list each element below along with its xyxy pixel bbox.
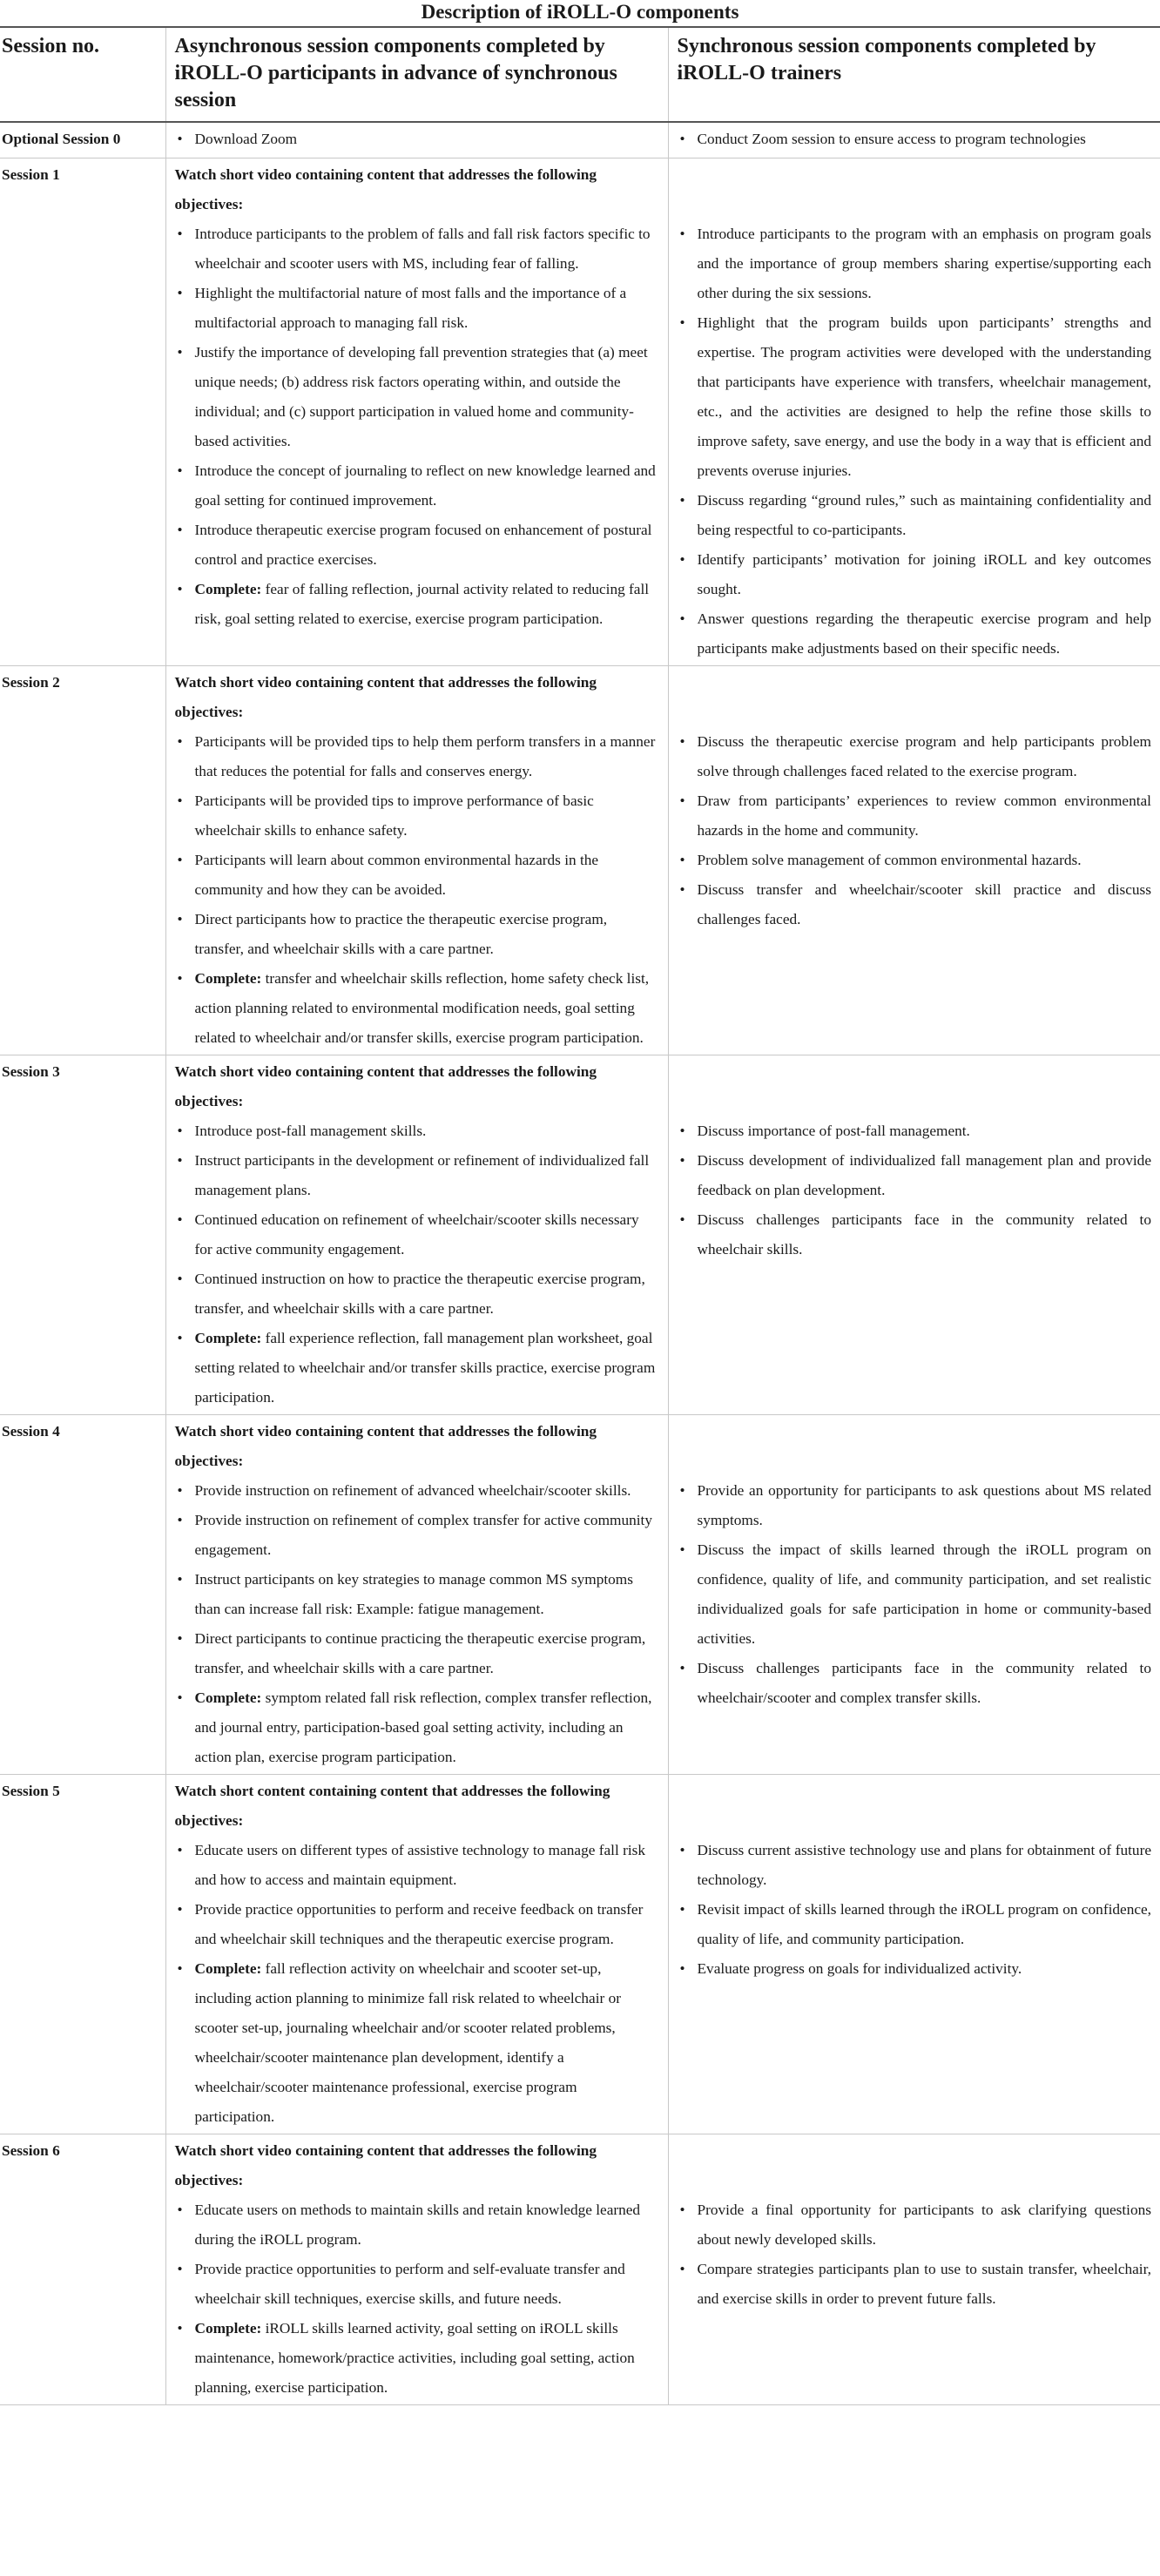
list-item: • Evaluate progress on goals for individualized activity. — [678, 1954, 1152, 1984]
list-item — [175, 1895, 659, 1954]
item-text: Introduce post-fall management skills. — [194, 1123, 427, 1139]
list-item: • Answer questions regarding the therapeutic exercise program and help participants make adjustments based on their specific needs. — [678, 604, 1152, 664]
item-text: Participants will be provided tips to help them perform transfers in a manner that reduces the potential for falls and conserves energy. — [194, 733, 656, 779]
session-number-cell: Session 6 — [0, 2134, 165, 2405]
item-text: Download Zoom — [194, 131, 298, 147]
list-item: • Discuss the impact of skills learned through the iROLL program on confidence, quality of life, and community participation, and set realistic individualized goals for safe participation in home or community-based activities. — [678, 1535, 1152, 1654]
complete-label: Complete: — [194, 1330, 262, 1346]
async-components-cell — [165, 666, 668, 1055]
objectives-heading: Watch short video containing content that addresses the following objectives: — [174, 674, 597, 720]
list-item — [175, 1146, 659, 1205]
table-row — [0, 122, 1160, 158]
list-item: • Provide an opportunity for participants to ask questions about MS related symptoms. — [678, 1476, 1152, 1535]
list-item — [175, 125, 659, 154]
list-item — [175, 1836, 659, 1895]
async-components-cell — [165, 122, 668, 158]
item-text: Instruct participants on key strategies to manage common MS symptoms than can increase fall risk: Example: fatigue management. — [194, 1571, 633, 1617]
sync-components-cell — [668, 1775, 1160, 2134]
sync-list — [678, 160, 1152, 665]
table-caption: Description of iROLL-O components — [421, 1, 739, 23]
session-number-cell: Session 3 — [0, 1055, 165, 1415]
table-row — [0, 1055, 1160, 1415]
async-list — [175, 1836, 659, 2134]
list-item: • Discuss the therapeutic exercise program and help participants problem solve through challenges faced related to the exercise program. — [678, 727, 1152, 786]
list-item — [175, 1116, 659, 1146]
item-text: fear of falling reflection, journal activity related to reducing fall risk, goal setting related to exercise, exercise program participation. — [194, 581, 650, 627]
list-item: • Draw from participants’ experiences to review common environmental hazards in the home and community. — [678, 786, 1152, 846]
table-body — [0, 122, 1160, 2405]
objectives-heading: Watch short video containing content that addresses the following objectives: — [174, 1423, 597, 1469]
sync-list — [678, 125, 1152, 156]
item-text: Provide practice opportunities to perform and receive feedback on transfer and wheelchair skill techniques and the therapeutic exercise program. — [194, 1901, 644, 1947]
list-item — [175, 1205, 659, 1264]
item-text: Highlight the multifactorial nature of most falls and the importance of a multifactorial approach to managing fall risk. — [194, 285, 627, 331]
async-list — [175, 727, 659, 1055]
objectives-heading: Watch short video containing content that addresses the following objectives: — [174, 166, 597, 212]
session-number-cell: Session 4 — [0, 1415, 165, 1775]
list-item — [175, 1264, 659, 1324]
list-item — [175, 338, 659, 456]
item-text: Direct participants how to practice the therapeutic exercise program, transfer, and wheelchair skills with a care partner. — [194, 911, 608, 957]
list-item — [175, 1476, 659, 1506]
list-item — [175, 2255, 659, 2314]
list-item — [175, 1506, 659, 1565]
list-item — [175, 1565, 659, 1624]
item-text: Instruct participants in the development or refinement of individualized fall management plans. — [194, 1152, 650, 1198]
async-list — [175, 2195, 659, 2404]
item-text: Continued education on refinement of wheelchair/scooter skills necessary for active community engagement. — [194, 1211, 639, 1258]
list-item — [175, 219, 659, 279]
sync-list — [678, 1777, 1152, 1986]
item-text: Educate users on methods to maintain skills and retain knowledge learned during the iROLL program. — [194, 2202, 641, 2248]
list-item: • Revisit impact of skills learned through the iROLL program on confidence, quality of life, and community participation. — [678, 1895, 1152, 1954]
list-item — [175, 1683, 659, 1772]
table-row — [0, 1415, 1160, 1775]
item-text: symptom related fall risk reflection, complex transfer reflection, and journal entry, participation-based goal setting activity, including an action plan, exercise program participation. — [194, 1689, 652, 1765]
item-text: fall reflection activity on wheelchair and scooter set-up, including action planning to minimize fall risk related to wheelchair or scooter set-up, journaling wheelchair and/or scooter related problems, wheelchair/scooter maintenance plan development, identify a wheelchair/scooter maintenance professional, exercise program participation. — [194, 1960, 621, 2125]
list-item: • Discuss development of individualized fall management plan and provide feedback on plan development. — [678, 1146, 1152, 1205]
list-item: • Discuss challenges participants face in the community related to wheelchair skills. — [678, 1205, 1152, 1264]
async-list — [175, 219, 659, 636]
sync-list — [678, 1057, 1152, 1266]
table-row — [0, 2134, 1160, 2405]
sync-components-cell — [668, 666, 1160, 1055]
complete-label: Complete: — [194, 1689, 262, 1706]
item-text: Justify the importance of developing fall prevention strategies that (a) meet unique needs; (b) address risk factors operating within, and outside the individual; and (c) support participation in valued home and community-based activities. — [194, 344, 648, 449]
list-item: • Discuss challenges participants face in the community related to wheelchair/scooter and complex transfer skills. — [678, 1654, 1152, 1713]
session-number-cell: Session 5 — [0, 1775, 165, 2134]
list-item: • Introduce participants to the program with an emphasis on program goals and the importance of group members sharing expertise/supporting each other during the six sessions. — [678, 219, 1152, 308]
item-text: Direct participants to continue practicing the therapeutic exercise program, transfer, and wheelchair skills with a care partner. — [194, 1630, 646, 1676]
objectives-heading: Watch short content containing content that addresses the following objectives: — [174, 1783, 610, 1829]
list-item — [175, 786, 659, 846]
list-item — [175, 2314, 659, 2403]
async-components-cell — [165, 1415, 668, 1775]
list-item — [175, 964, 659, 1053]
sync-components-cell — [668, 122, 1160, 158]
complete-label: Complete: — [194, 1960, 262, 1977]
async-components-cell — [165, 2134, 668, 2405]
list-item: • Highlight that the program builds upon participants’ strengths and expertise. The program activities were developed with the understanding that participants have experience with transfers, wheelchair management, etc., and the activities are designed to help the refine those skills to improve safety, save energy, and use the body in a way that is efficient and prevents overuse injuries. — [678, 308, 1152, 486]
async-components-cell — [165, 158, 668, 666]
item-text: Participants will be provided tips to improve performance of basic wheelchair skills to enhance safety. — [194, 792, 594, 839]
item-text: iROLL skills learned activity, goal setting on iROLL skills maintenance, homework/practice activities, including goal setting, action planning, exercise participation. — [194, 2320, 635, 2396]
item-text: Introduce the concept of journaling to reflect on new knowledge learned and goal setting for continued improvement. — [194, 462, 656, 509]
list-item — [175, 905, 659, 964]
item-text: Introduce therapeutic exercise program focused on enhancement of postural control and practice exercises. — [194, 522, 652, 568]
table-row — [0, 158, 1160, 666]
components-table — [0, 26, 1160, 2405]
session-number-cell: Optional Session 0 — [0, 122, 165, 158]
async-components-cell — [165, 1055, 668, 1415]
list-item — [175, 279, 659, 338]
sync-components-cell — [668, 1055, 1160, 1415]
async-components-cell — [165, 1775, 668, 2134]
sync-components-cell — [668, 158, 1160, 666]
async-list — [175, 125, 659, 156]
list-item: • Provide a final opportunity for participants to ask clarifying questions about newly developed skills. — [678, 2195, 1152, 2255]
list-item — [175, 2195, 659, 2255]
list-item — [175, 727, 659, 786]
item-text: Provide instruction on refinement of complex transfer for active community engagement. — [194, 1512, 652, 1558]
session-number-cell: Session 1 — [0, 158, 165, 666]
list-item — [175, 575, 659, 634]
item-text: fall experience reflection, fall management plan worksheet, goal setting related to wheelchair and/or transfer skills practice, exercise program participation. — [194, 1330, 656, 1406]
table-row — [0, 1775, 1160, 2134]
sync-list — [678, 668, 1152, 936]
objectives-heading: Watch short video containing content that addresses the following objectives: — [174, 1063, 597, 1109]
complete-label: Complete: — [194, 970, 262, 987]
list-item — [175, 516, 659, 575]
header-row — [0, 27, 1160, 122]
list-item — [175, 1324, 659, 1413]
sync-components-cell — [668, 1415, 1160, 1775]
list-item — [175, 846, 659, 905]
list-item: • Problem solve management of common environmental hazards. — [678, 846, 1152, 875]
async-list — [175, 1116, 659, 1414]
sync-list — [678, 2136, 1152, 2316]
complete-label: Complete: — [194, 2320, 262, 2337]
sync-list — [678, 1417, 1152, 1715]
list-item: • Identify participants’ motivation for joining iROLL and key outcomes sought. — [678, 545, 1152, 604]
table-row — [0, 666, 1160, 1055]
list-item: • Conduct Zoom session to ensure access to program technologies — [678, 125, 1152, 154]
item-text: Provide instruction on refinement of advanced wheelchair/scooter skills. — [194, 1482, 631, 1499]
item-text: Educate users on different types of assistive technology to manage fall risk and how to access and maintain equipment. — [194, 1842, 645, 1888]
list-item: • Discuss current assistive technology use and plans for obtainment of future technology. — [678, 1836, 1152, 1895]
list-item: • Compare strategies participants plan to use to sustain transfer, wheelchair, and exercise skills in order to prevent future falls. — [678, 2255, 1152, 2314]
complete-label: Complete: — [194, 581, 262, 597]
list-item: • Discuss transfer and wheelchair/scooter skill practice and discuss challenges faced. — [678, 875, 1152, 934]
async-list — [175, 1476, 659, 1774]
header-session-no: Session no. — [0, 27, 165, 122]
list-item: • Discuss importance of post-fall management. — [678, 1116, 1152, 1146]
sync-components-cell — [668, 2134, 1160, 2405]
list-item — [175, 456, 659, 516]
item-text: Provide practice opportunities to perform and self-evaluate transfer and wheelchair skill techniques, exercise skills, and future needs. — [194, 2261, 625, 2307]
item-text: Continued instruction on how to practice the therapeutic exercise program, transfer, and wheelchair skills with a care partner. — [194, 1271, 645, 1317]
list-item — [175, 1624, 659, 1683]
item-text: transfer and wheelchair skills reflection, home safety check list, action planning related to environmental modification needs, goal setting related to wheelchair and/or transfer skills, exercise program participation. — [194, 970, 650, 1046]
header-async: Asynchronous session components completed by iROLL-O participants in advance of synchronous session — [165, 27, 668, 122]
list-item — [175, 1954, 659, 2132]
session-number-cell: Session 2 — [0, 666, 165, 1055]
objectives-heading: Watch short video containing content that addresses the following objectives: — [174, 2142, 597, 2188]
item-text: Participants will learn about common environmental hazards in the community and how they can be avoided. — [194, 852, 599, 898]
item-text: Introduce participants to the problem of falls and fall risk factors specific to wheelchair and scooter users with MS, including fear of falling. — [194, 226, 651, 272]
header-sync: Synchronous session components completed by iROLL-O trainers — [668, 27, 1160, 122]
list-item: • Discuss regarding “ground rules,” such as maintaining confidentiality and being respectful to co-participants. — [678, 486, 1152, 545]
